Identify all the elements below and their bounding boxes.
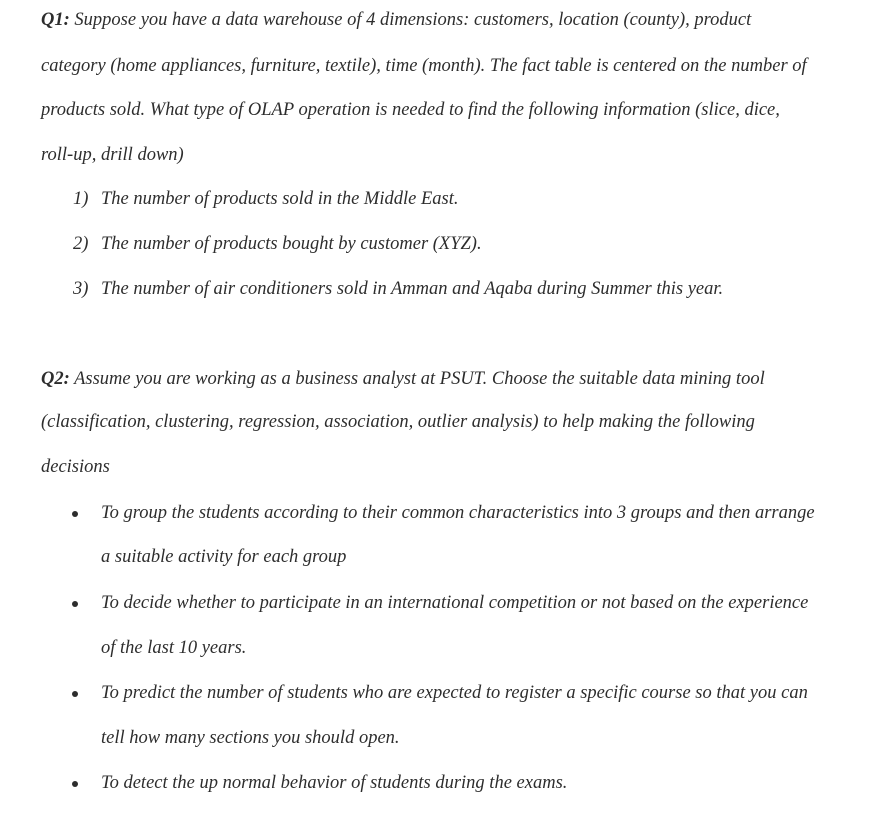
- q1-line-1: [41, 8, 751, 32]
- list-item: The number of products bought by customer (XYZ).: [101, 234, 482, 254]
- bullet-item-cont: of the last 10 years.: [101, 638, 247, 658]
- q1-line-3: products sold. What type of OLAP operation is needed to find the following information (slice, dice,: [41, 100, 780, 120]
- q1-label: Q1:: [41, 10, 70, 30]
- bullet-item: To decide whether to participate in an international competition or not based on the experience: [101, 593, 809, 613]
- bullet-icon: [72, 601, 78, 607]
- q2-line-2: (classification, clustering, regression, association, outlier analysis) to help making the following: [41, 412, 755, 432]
- list-number: 3): [73, 279, 89, 299]
- bullet-item: To group the students according to their common characteristics into 3 groups and then arrange: [101, 503, 815, 523]
- q1-text: Suppose you have a data warehouse of 4 dimensions: customers, location (county), product: [69, 10, 752, 30]
- bullet-icon: [72, 511, 78, 517]
- q2-line-3: decisions: [41, 457, 110, 477]
- bullet-item: To predict the number of students who are expected to register a specific course so that you can: [101, 683, 808, 703]
- q2-label: Q2:: [41, 369, 70, 389]
- bullet-item: To detect the up normal behavior of students during the exams.: [101, 773, 568, 793]
- list-item: The number of products sold in the Middle East.: [101, 189, 459, 209]
- bullet-icon: [72, 781, 78, 787]
- q2-text: Assume you are working as a business analyst at PSUT. Choose the suitable data mining tool: [69, 369, 765, 389]
- list-item: The number of air conditioners sold in Amman and Aqaba during Summer this year.: [101, 279, 724, 299]
- q2-line-1: [41, 367, 765, 391]
- list-number: 1): [73, 189, 89, 209]
- bullet-item-cont: tell how many sections you should open.: [101, 728, 400, 748]
- list-number: 2): [73, 234, 89, 254]
- bullet-icon: [72, 691, 78, 697]
- q1-line-2: category (home appliances, furniture, textile), time (month). The fact table is centered on the number of: [41, 56, 807, 76]
- q1-line-4: roll-up, drill down): [41, 145, 184, 165]
- bullet-item-cont: a suitable activity for each group: [101, 547, 347, 567]
